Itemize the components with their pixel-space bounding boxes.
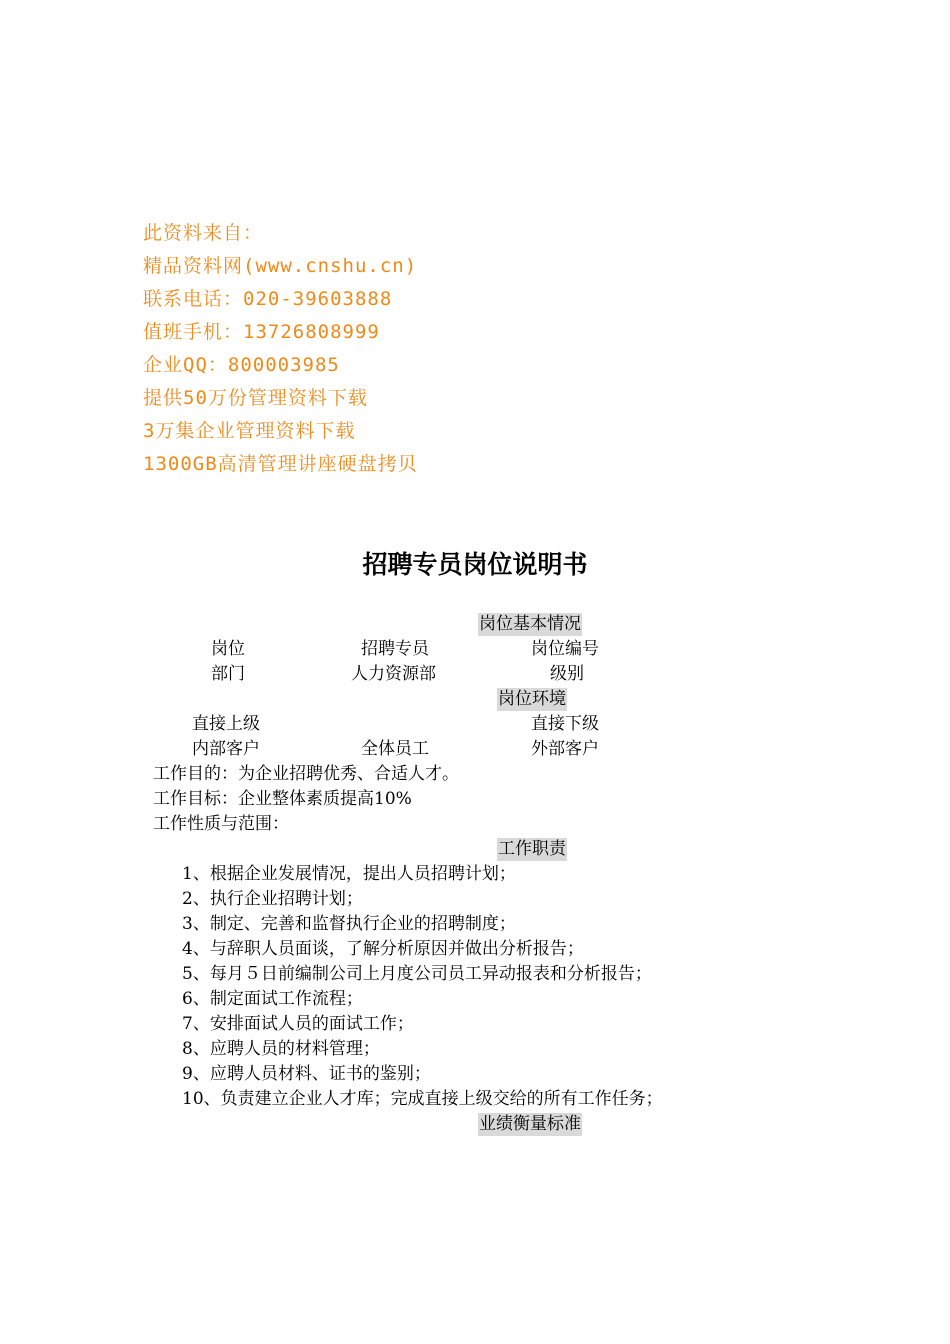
promo-line: 精品资料网(www.cnshu.cn) [143, 255, 418, 277]
position-label: 岗位 [211, 639, 245, 659]
work-purpose: 工作目的：为企业招聘优秀、合适人才。 [153, 764, 459, 784]
direct-subordinate-label: 直接下级 [531, 714, 599, 734]
department-value: 人力资源部 [351, 664, 436, 684]
promo-line: 3万集企业管理资料下载 [143, 420, 356, 442]
duty-item: 8、应聘人员的材料管理； [182, 1039, 380, 1059]
section-header-basic: 岗位基本情况 [479, 614, 581, 634]
duty-item: 1、根据企业发展情况，提出人员招聘计划； [182, 864, 516, 884]
level-label: 级别 [550, 664, 584, 684]
promo-line: 值班手机：13726808999 [143, 321, 380, 343]
promo-block [143, 220, 418, 484]
duty-item: 10、负责建立企业人才库；完成直接上级交给的所有工作任务； [182, 1089, 663, 1109]
duty-item: 9、应聘人员材料、证书的鉴别； [182, 1064, 431, 1084]
position-value: 招聘专员 [361, 639, 429, 659]
section-header-environment: 岗位环境 [498, 689, 566, 709]
internal-client-label: 内部客户 [192, 739, 260, 759]
promo-line: 1300GB高清管理讲座硬盘拷贝 [143, 453, 418, 475]
direct-superior-label: 直接上级 [192, 714, 260, 734]
work-goal: 工作目标：企业整体素质提高10% [153, 789, 412, 809]
internal-client-value: 全体员工 [361, 739, 429, 759]
promo-line: 此资料来自： [143, 222, 264, 244]
duty-item: 2、执行企业招聘计划； [182, 889, 363, 909]
duty-item: 5、每月５日前编制公司上月度公司员工异动报表和分析报告； [182, 964, 652, 984]
duty-item: 3、制定、完善和监督执行企业的招聘制度； [182, 914, 516, 934]
external-client-label: 外部客户 [531, 739, 599, 759]
section-header-performance: 业绩衡量标准 [479, 1114, 581, 1134]
promo-line: 联系电话：020-39603888 [143, 288, 393, 310]
section-header-duties: 工作职责 [498, 839, 566, 859]
department-label: 部门 [211, 664, 245, 684]
duty-item: 7、安排面试人员的面试工作； [182, 1014, 414, 1034]
document-title: 招聘专员岗位说明书 [362, 550, 588, 579]
duty-item: 6、制定面试工作流程； [182, 989, 363, 1009]
work-nature: 工作性质与范围： [153, 814, 289, 834]
promo-line: 企业QQ：800003985 [143, 354, 340, 376]
duty-item: 4、与辞职人员面谈，了解分析原因并做出分析报告； [182, 939, 584, 959]
promo-line: 提供50万份管理资料下载 [143, 387, 368, 409]
position-code-label: 岗位编号 [531, 639, 599, 659]
